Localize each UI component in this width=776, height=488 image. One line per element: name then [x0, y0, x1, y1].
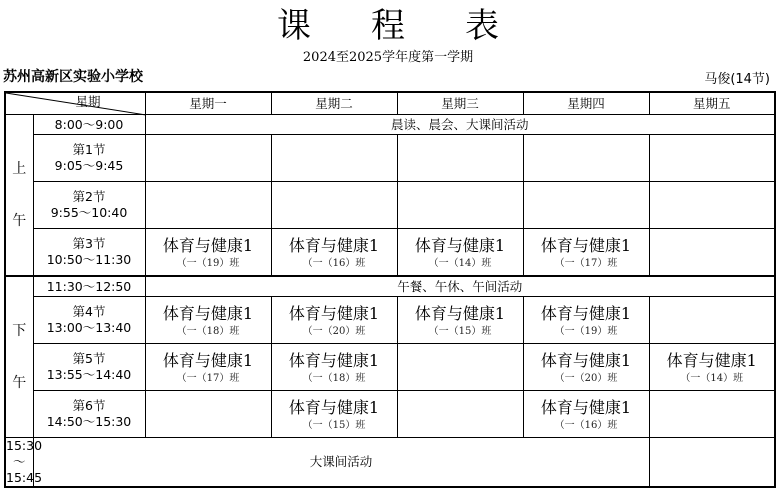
empty-cell [271, 182, 397, 229]
class-name: （一（15）班 [428, 325, 492, 337]
time-cell: 8:00～9:00 [33, 115, 145, 135]
class-name: （一（14）班 [428, 257, 492, 269]
corner-cell [5, 92, 145, 115]
period-cell [33, 391, 145, 438]
course-cell [649, 344, 775, 391]
class-name: （一（18）班 [176, 325, 240, 337]
time-cell: 15:30～15:45 [6, 438, 43, 485]
empty-cell [271, 135, 397, 182]
page-title: 课程表 [277, 6, 559, 46]
course-name: 体育与健康1 [414, 303, 506, 323]
period-label: 第2节 [72, 189, 106, 204]
course-cell [523, 391, 649, 438]
period-row [5, 182, 775, 229]
course-name: 体育与健康1 [540, 397, 632, 417]
course-cell [145, 344, 271, 391]
course-name: 体育与健康1 [540, 303, 632, 323]
corner-label: 星期 [75, 94, 101, 109]
class-name: （一（20）班 [554, 372, 618, 384]
course-name: 体育与健康1 [288, 303, 380, 323]
period-time: 14:50～15:30 [46, 414, 132, 429]
header-row [5, 92, 775, 115]
period-label: 第3节 [72, 236, 106, 251]
course-name: 体育与健康1 [288, 397, 380, 417]
empty-cell [649, 182, 775, 229]
course-name: 体育与健康1 [288, 235, 380, 255]
period-row [5, 344, 775, 391]
course-cell [145, 229, 271, 277]
period-time: 13:55～14:40 [46, 367, 132, 382]
class-name: （一（18）班 [302, 372, 366, 384]
course-cell [397, 229, 523, 277]
course-cell [271, 391, 397, 438]
period-cell [33, 297, 145, 344]
period-time: 10:50～11:30 [46, 252, 132, 267]
period-label: 第4节 [72, 304, 106, 319]
day-header: 星期三 [397, 92, 523, 115]
day-header: 星期四 [523, 92, 649, 115]
period-cell [33, 344, 145, 391]
activity-cell: 大课间活动 [33, 438, 649, 488]
class-name: （一（17）班 [176, 372, 240, 384]
course-cell [271, 297, 397, 344]
day-header: 星期五 [649, 92, 775, 115]
empty-cell [649, 229, 775, 277]
course-cell [271, 229, 397, 277]
course-name: 体育与健康1 [162, 303, 254, 323]
empty-cell [397, 135, 523, 182]
period-row [5, 229, 775, 277]
empty-cell [649, 135, 775, 182]
half-day-label: 上 午 [5, 115, 33, 277]
course-cell [523, 229, 649, 277]
period-row [5, 135, 775, 182]
teacher-name: 马俊(14节) [704, 72, 770, 87]
period-cell [33, 135, 145, 182]
class-name: （一（20）班 [302, 325, 366, 337]
empty-cell [523, 182, 649, 229]
period-label: 第5节 [72, 351, 106, 366]
half-day-label: 下 午 [5, 276, 33, 438]
empty-cell [145, 182, 271, 229]
activity-cell: 晨读、晨会、大课间活动 [145, 115, 775, 135]
course-cell [523, 297, 649, 344]
empty-cell [145, 135, 271, 182]
class-name: （一（19）班 [176, 257, 240, 269]
empty-cell [397, 391, 523, 438]
course-cell [271, 344, 397, 391]
period-label: 第1节 [72, 142, 106, 157]
activity-row [5, 115, 775, 135]
course-cell [523, 344, 649, 391]
term-subtitle: 2024至2025学年度第一学期 [302, 50, 474, 65]
course-cell [145, 297, 271, 344]
course-name: 体育与健康1 [540, 235, 632, 255]
empty-cell [523, 135, 649, 182]
school-name: 苏州高新区实验小学校 [3, 69, 143, 85]
period-cell [33, 182, 145, 229]
day-header: 星期二 [271, 92, 397, 115]
period-time: 9:05～9:45 [54, 158, 124, 173]
class-name: （一（19）班 [554, 325, 618, 337]
course-cell [397, 297, 523, 344]
empty-cell [649, 297, 775, 344]
day-header: 星期一 [145, 92, 271, 115]
time-cell: 11:30～12:50 [33, 276, 145, 297]
period-cell [33, 229, 145, 277]
period-row [5, 391, 775, 438]
period-row [5, 297, 775, 344]
activity-cell: 午餐、午休、午间活动 [145, 276, 775, 297]
course-name: 体育与健康1 [414, 235, 506, 255]
period-label: 第6节 [72, 398, 106, 413]
course-name: 体育与健康1 [162, 350, 254, 370]
activity-row [5, 276, 775, 297]
period-time: 13:00～13:40 [46, 320, 132, 335]
course-name: 体育与健康1 [666, 350, 757, 370]
timetable [4, 91, 776, 488]
empty-cell [145, 391, 271, 438]
activity-row [5, 438, 775, 488]
course-name: 体育与健康1 [288, 350, 380, 370]
class-name: （一（15）班 [302, 419, 366, 431]
class-name: （一（16）班 [554, 419, 618, 431]
empty-cell [649, 391, 775, 438]
class-name: （一（17）班 [554, 257, 618, 269]
class-name: （一（14）班 [680, 372, 744, 384]
course-name: 体育与健康1 [540, 350, 632, 370]
empty-cell [397, 182, 523, 229]
course-name: 体育与健康1 [162, 235, 254, 255]
empty-cell [397, 344, 523, 391]
period-time: 9:55～10:40 [50, 205, 128, 220]
class-name: （一（16）班 [302, 257, 366, 269]
